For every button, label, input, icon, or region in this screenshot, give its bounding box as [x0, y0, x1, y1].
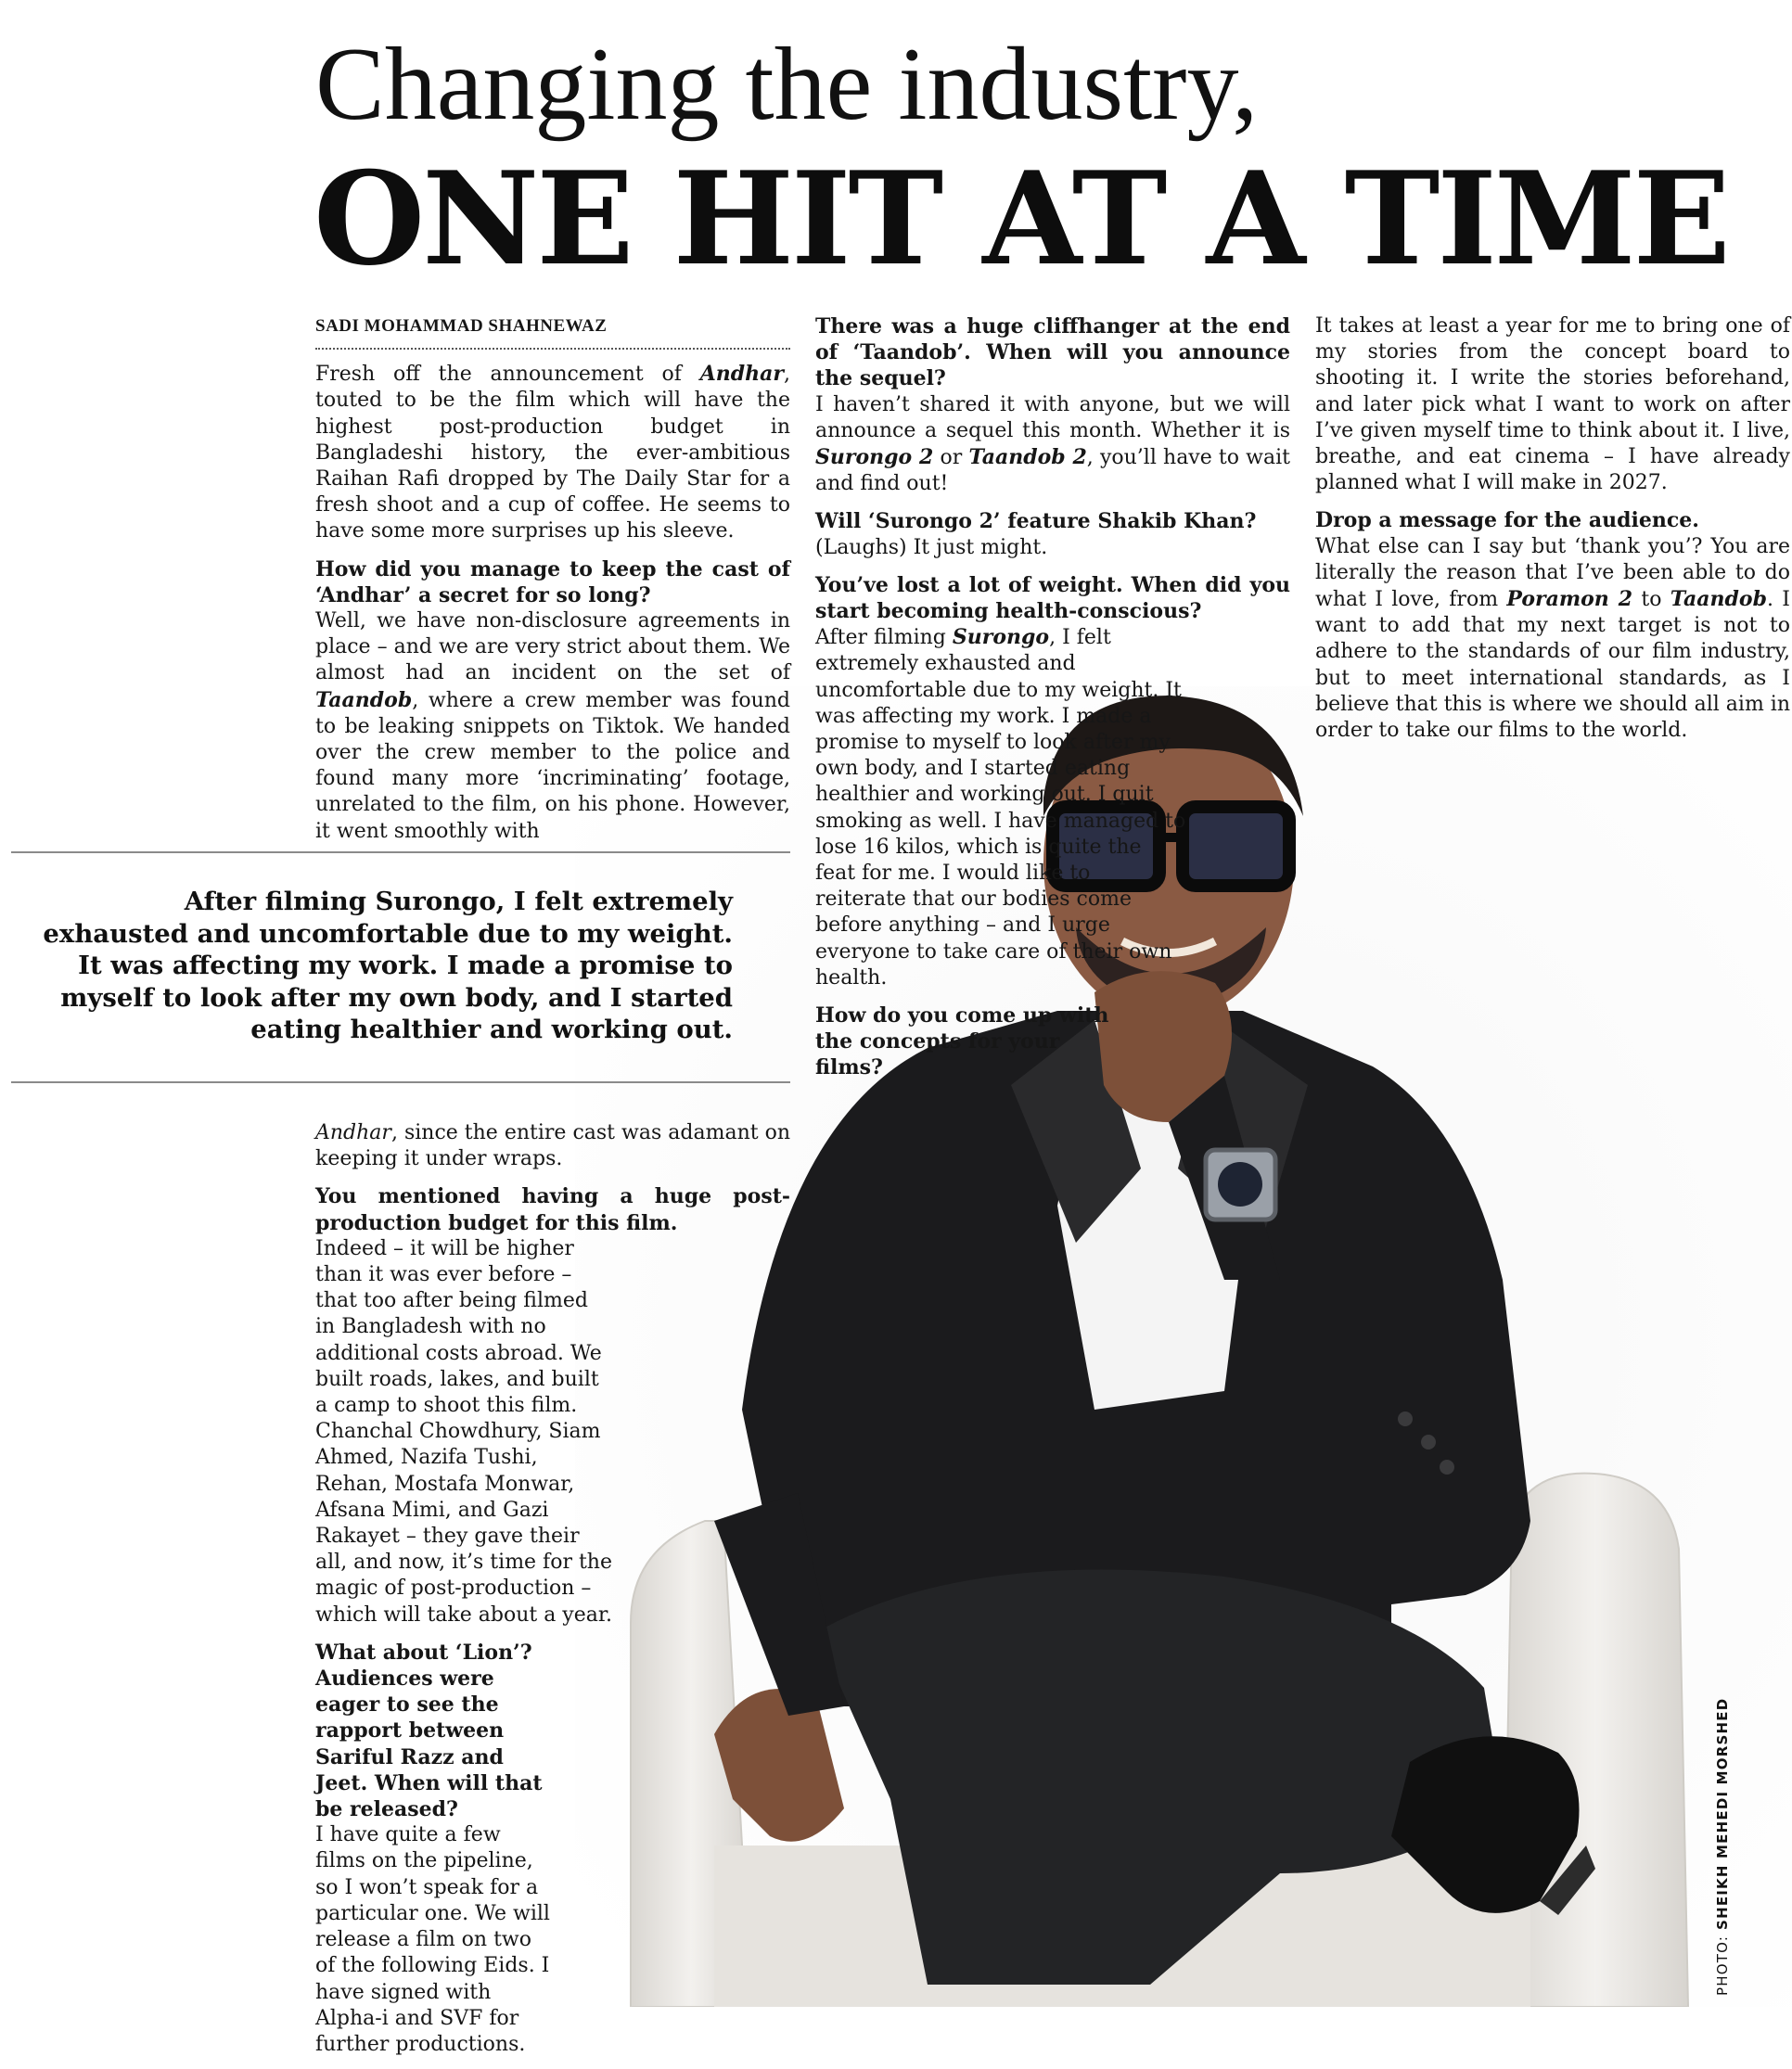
- headline-line-2: ONE HIT AT A TIME: [314, 143, 1728, 294]
- question-shakib-khan: Will ‘Surongo 2’ feature Shakib Khan?: [815, 509, 1257, 534]
- a8-run-4: . I want to add that my next target is not to adhere to the standards of our film industry, but to meet international standards, as I believe that this is where we should all aim in order to take our films to the world.: [1315, 588, 1791, 743]
- pull-quote: After filming Surongo, I felt extremely exhausted and uncomfortable due to my weight. It was affecting my work. I made a promise to myself to look after my own body, and I started eating healthier and working out.: [43, 887, 733, 1044]
- intro-run-2: , touted to be the film which will have the highest post-production budget in Bangladeshi history, the ever-ambitious Raihan Rafi dropped by The Daily Star for a fresh shoot and a cup of coffee. He seems to have some more surprises up his sleeve.: [315, 363, 790, 543]
- answer-cast-secret-continued: [315, 1120, 790, 1172]
- answer-post-production-budget: Indeed – it will be higher than it was ever before – that too after being filmed in Bangladesh with no additional costs abroad. We built roads, lakes, and built a camp to shoot this film. Chanchal Chowdhury, Siam Ahmed, Nazifa Tushi, Rehan, Mostafa Monwar, Afsana Mimi, and Gazi Rakayet – they gave their all, and now, it’s time for the magic of post-production – which will take about a year.: [315, 1236, 612, 1627]
- a1-run-1: Taandob: [315, 687, 413, 712]
- pull-quote-rule-bottom: [11, 1081, 790, 1083]
- column-1-continued: [315, 1120, 790, 2069]
- question-post-production-budget: You mentioned having a huge post-production budget for this film.: [315, 1184, 790, 1235]
- a8-run-2: to: [1632, 588, 1670, 612]
- a4-run-1: Surongo 2: [815, 445, 934, 470]
- byline: SADI MOHAMMAD SHAHNEWAZ: [315, 313, 790, 350]
- intro-run-0: Fresh off the announcement of: [315, 363, 700, 387]
- headline-line-1: Changing the industry,: [315, 27, 1259, 142]
- a6-run-0: After filming: [815, 626, 953, 650]
- intro-run-1: Andhar: [699, 362, 784, 387]
- a4-run-4: , you’ll have to wait and find out!: [815, 446, 1290, 496]
- a1_cont-run-0: Andhar: [315, 1121, 391, 1144]
- question-cast-secret: How did you manage to keep the cast of ‘Andhar’ a secret for so long?: [315, 556, 790, 607]
- column-2: [815, 313, 1290, 1081]
- a8-run-1: Poramon 2: [1506, 587, 1633, 612]
- a1-run-0: Well, we have non-disclosure agreements in place – and we are very strict about them. We almost had an incident on the set of: [315, 609, 790, 685]
- a8-run-3: Taandob: [1670, 587, 1767, 612]
- a8-run-0: What else can I say but ‘thank you’? You are literally the reason that I’ve been able to do what I love, from: [1315, 534, 1790, 612]
- pull-quote-rule-top: [11, 851, 790, 853]
- intro-paragraph: [315, 361, 790, 544]
- answer-audience-message: [1315, 534, 1790, 745]
- a4-run-0: I haven’t shared it with anyone, but we will announce a sequel this month. Whether it is: [815, 392, 1290, 442]
- a1_cont-run-1: , since the entire cast was adamant on keeping it under wraps.: [315, 1121, 790, 1171]
- answer-sequel: [815, 392, 1290, 498]
- a6-run-2: , I felt extremely exhausted and uncomfortable due to my weight. It was affecting my work. I made a promise to myself to look after my own body, and I started eating healthier and working out. I quit smoking as well. I have managed to lose 16 kilos, which is quite the feat for me. I would like to reiterate that our bodies come before anything – and I urge everyone to take care of their own health.: [815, 626, 1186, 990]
- question-lion: What about ‘Lion’? Audiences were eager to see the rapport between Sariful Razz and Jeet. When will that be released?: [315, 1640, 543, 1822]
- question-audience-message: Drop a message for the audience.: [1315, 508, 1699, 533]
- a1-run-2: , where a crew member was found to be leaking snippets on Tiktok. We handed over the crew member to the police and found many more ‘incriminating’ footage, unrelated to the film, on his phone. However, it went smoothly with: [315, 688, 790, 843]
- column-1: [315, 313, 790, 856]
- answer-cast-secret: [315, 608, 790, 845]
- answer-concepts: It takes at least a year for me to bring one of my stories from the concept board to shooting it. I write the stories beforehand, and later pick what I want to work on after I’ve given myself time to think about it. I live, breathe, and eat cinema – I have already planned what I will make in 2027.: [1315, 314, 1790, 495]
- a6-run-1: Surongo: [952, 625, 1050, 650]
- question-concepts: How do you come up with the concepts for your films?: [815, 1003, 1109, 1080]
- answer-shakib-khan: (Laughs) It just might.: [815, 535, 1048, 559]
- photo-credit-name: SHEIKH MEHEDI MORSHED: [1714, 1697, 1731, 1930]
- a4-run-2: or: [933, 446, 969, 470]
- a4-run-3: Taandob 2: [968, 445, 1087, 470]
- question-sequel: There was a huge cliffhanger at the end of ‘Taandob’. When will you announce the sequel?: [815, 314, 1290, 391]
- photo-credit-prefix: PHOTO:: [1714, 1929, 1731, 1996]
- column-3: [1315, 313, 1790, 755]
- question-weight-loss: You’ve lost a lot of weight. When did you start becoming health-conscious?: [815, 572, 1290, 624]
- photo-credit: [1714, 1698, 1731, 1996]
- answer-lion: I have quite a few films on the pipeline, so I won’t speak for a particular one. We will release a film on two of the following Eids. I have signed with Alpha-i and SVF for further productions.: [315, 1823, 550, 2056]
- answer-weight-loss: [815, 624, 1186, 991]
